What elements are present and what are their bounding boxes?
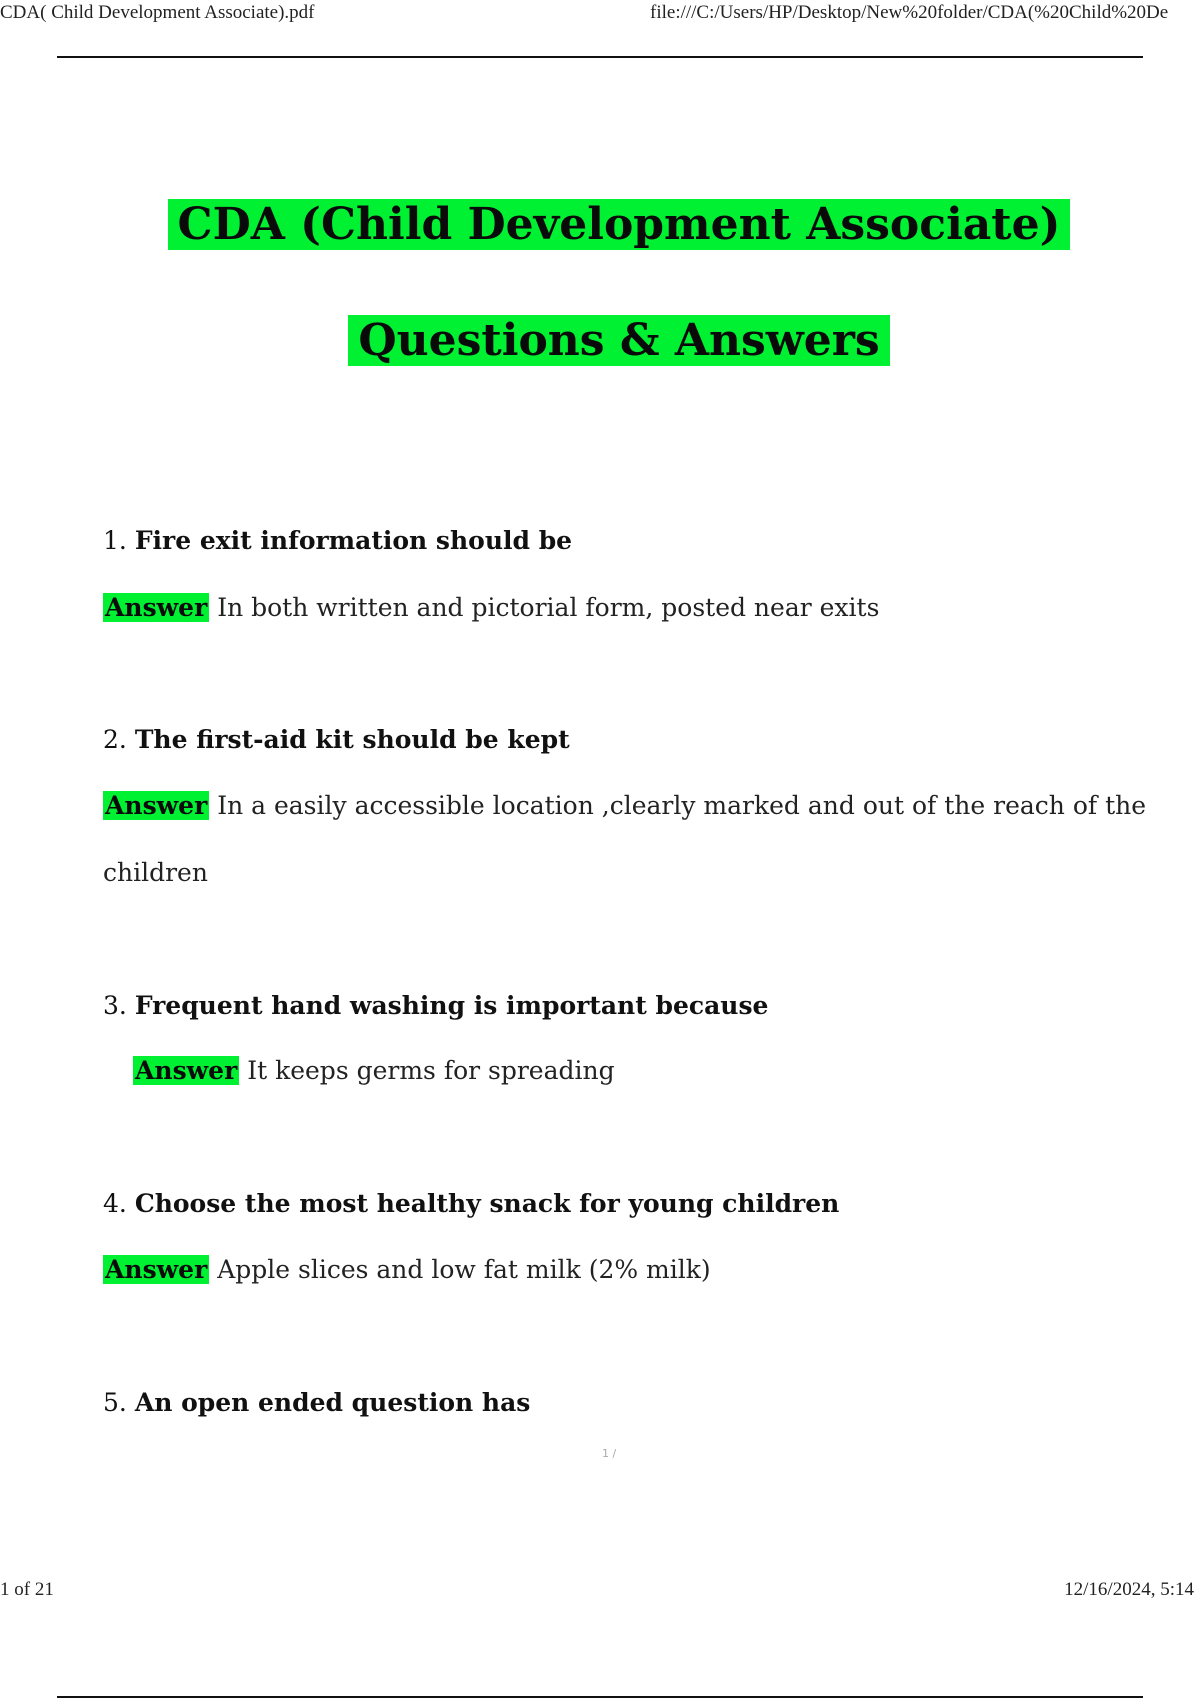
question-5: [103, 1388, 530, 1417]
answer-label: Answer: [105, 1255, 208, 1284]
print-footer-page-count: 1 of 21: [0, 1579, 54, 1600]
question-1: [103, 526, 572, 555]
answer-label: Answer: [105, 593, 208, 622]
question-4: [103, 1189, 839, 1218]
print-header-url: file:///C:/Users/HP/Desktop/New%20folder/CDA(%20Child%20De: [650, 2, 1169, 23]
answer-3: [133, 1056, 615, 1085]
answer-text: In both written and pictorial form, posted near exits: [217, 593, 880, 622]
answer-text: Apple slices and low fat milk (2% milk): [217, 1255, 711, 1284]
question-text: An open ended question has: [134, 1388, 531, 1417]
answer-text: In a easily accessible location ,clearly marked and out of the reach of the: [217, 791, 1147, 820]
question-number: 2.: [103, 725, 127, 754]
title-line-2: Questions & Answers: [348, 315, 889, 366]
question-number: 3.: [103, 991, 127, 1020]
header-divider: [57, 56, 1143, 58]
question-number: 4.: [103, 1189, 127, 1218]
question-text: Frequent hand washing is important because: [134, 991, 769, 1020]
answer-text: It keeps germs for spreading: [247, 1056, 615, 1085]
question-number: 1.: [103, 526, 127, 555]
question-text: Fire exit information should be: [134, 526, 573, 555]
question-text: The first-aid kit should be kept: [134, 725, 570, 754]
answer-4: [103, 1255, 711, 1284]
document-subtitle: [0, 312, 1200, 370]
document-title: [0, 196, 1200, 254]
print-header-filename: CDA( Child Development Associate).pdf: [0, 2, 315, 23]
question-2: [103, 725, 570, 754]
title-line-1: CDA (Child Development Associate): [168, 199, 1071, 250]
print-footer-timestamp: 12/16/2024, 5:14: [1064, 1579, 1194, 1600]
answer-label: Answer: [105, 791, 208, 820]
page-mark: 1 /: [602, 1447, 617, 1460]
answer-1: [103, 593, 879, 622]
question-text: Choose the most healthy snack for young children: [134, 1189, 840, 1218]
footer-divider: [57, 1696, 1143, 1698]
question-number: 5.: [103, 1388, 127, 1417]
answer-2-continuation: children: [103, 858, 208, 887]
answer-2: [103, 791, 1146, 820]
answer-label: Answer: [135, 1056, 238, 1085]
question-3: [103, 991, 768, 1020]
